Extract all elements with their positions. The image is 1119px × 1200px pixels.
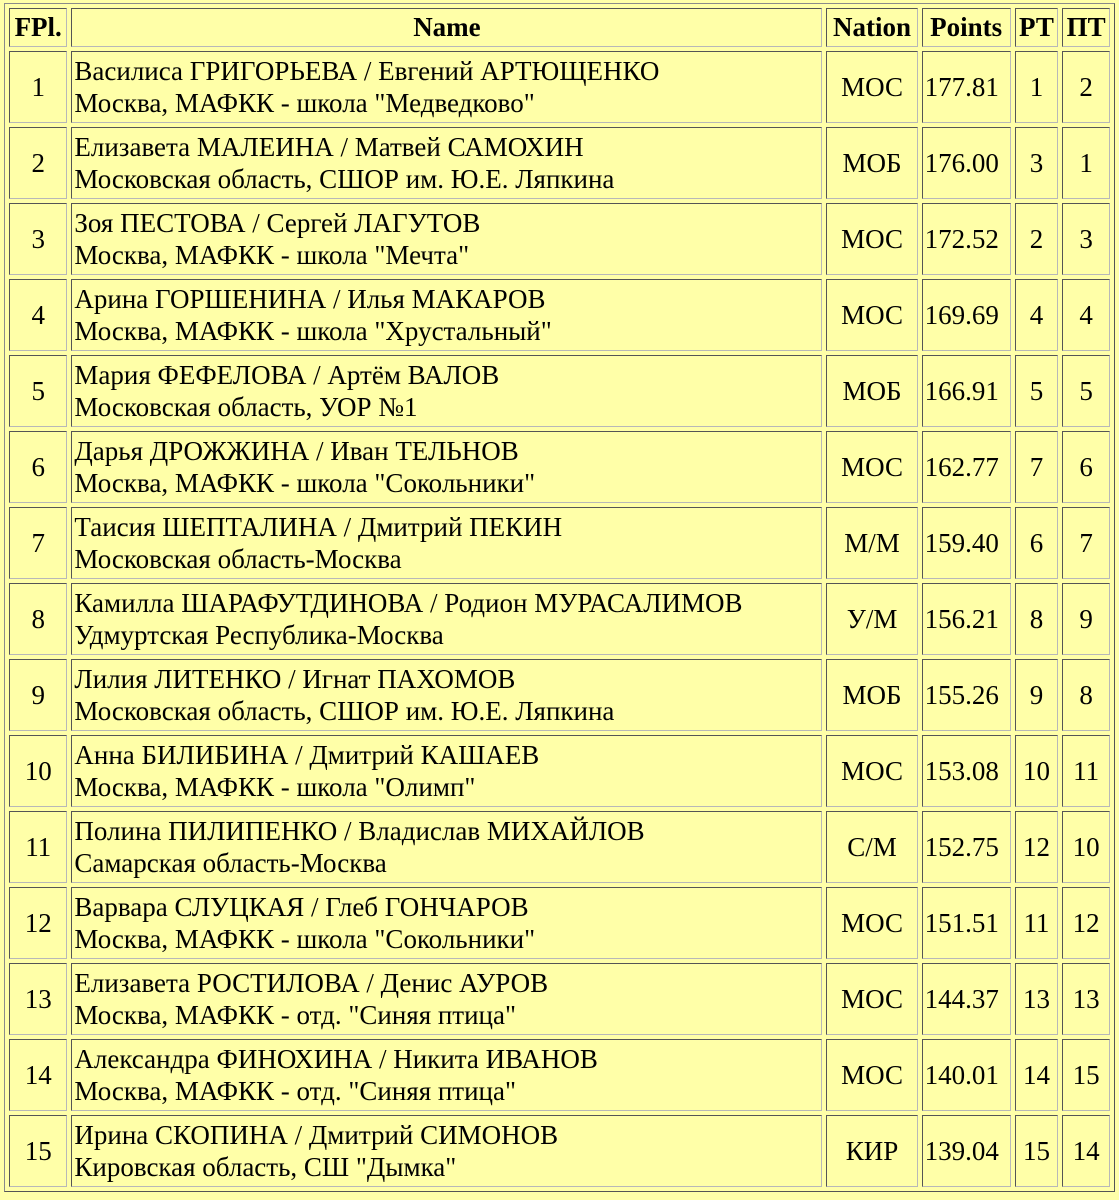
cell-points: 151.51 [922,887,1011,959]
cell-pt: 4 [1062,279,1110,351]
cell-fpl: 1 [9,51,67,123]
header-name: Name [71,8,822,47]
cell-nation: М/М [826,507,917,579]
cell-name [71,963,822,1035]
club-name: Московская область-Москва [74,544,402,574]
cell-name [71,507,822,579]
cell-nation: МОС [826,887,917,959]
cell-pt: 5 [1062,355,1110,427]
cell-pt: 14 [1062,1115,1110,1187]
cell-nation: МОБ [826,659,917,731]
cell-points: 156.21 [922,583,1011,655]
table-row [9,203,1110,275]
table-row [9,735,1110,807]
cell-pt: 10 [1062,811,1110,883]
cell-points: 176.00 [922,127,1011,199]
cell-rt: 5 [1015,355,1059,427]
club-name: Москва, МАФКК - школа "Сокольники" [74,468,536,498]
cell-nation: МОС [826,963,917,1035]
club-name: Московская область, СШОР им. Ю.Е. Ляпкина [74,164,615,194]
cell-fpl: 14 [9,1039,67,1111]
cell-rt: 15 [1015,1115,1059,1187]
cell-pt: 15 [1062,1039,1110,1111]
cell-rt: 9 [1015,659,1059,731]
cell-pt: 8 [1062,659,1110,731]
cell-points: 144.37 [922,963,1011,1035]
pair-names: Арина ГОРШЕНИНА / Илья МАКАРОВ [74,284,546,314]
pair-names: Дарья ДРОЖЖИНА / Иван ТЕЛЬНОВ [74,436,519,466]
cell-rt: 10 [1015,735,1059,807]
cell-points: 162.77 [922,431,1011,503]
cell-name [71,583,822,655]
cell-rt: 2 [1015,203,1059,275]
table-row [9,1039,1110,1111]
club-name: Кировская область, СШ "Дымка" [74,1152,457,1182]
club-name: Москва, МАФКК - школа "Олимп" [74,772,476,802]
table-row [9,51,1110,123]
cell-pt: 7 [1062,507,1110,579]
cell-points: 166.91 [922,355,1011,427]
cell-fpl: 9 [9,659,67,731]
cell-nation: МОС [826,431,917,503]
cell-name [71,355,822,427]
cell-rt: 11 [1015,887,1059,959]
cell-name [71,431,822,503]
results-table-header [9,8,1110,47]
pair-names: Таисия ШЕПТАЛИНА / Дмитрий ПЕКИН [74,512,563,542]
cell-name [71,279,822,351]
cell-name [71,811,822,883]
cell-nation: С/М [826,811,917,883]
cell-fpl: 5 [9,355,67,427]
header-points: Points [922,8,1011,47]
cell-rt: 8 [1015,583,1059,655]
club-name: Московская область, УОР №1 [74,392,418,422]
cell-nation: МОС [826,51,917,123]
cell-nation: МОС [826,203,917,275]
cell-nation: МОБ [826,355,917,427]
cell-fpl: 3 [9,203,67,275]
cell-nation: У/М [826,583,917,655]
cell-rt: 6 [1015,507,1059,579]
club-name: Московская область, СШОР им. Ю.Е. Ляпкина [74,696,615,726]
results-table [4,3,1115,1192]
cell-rt: 13 [1015,963,1059,1035]
cell-name [71,1039,822,1111]
pair-names: Ирина СКОПИНА / Дмитрий СИМОНОВ [74,1120,559,1150]
pair-names: Александра ФИНОХИНА / Никита ИВАНОВ [74,1044,598,1074]
cell-fpl: 11 [9,811,67,883]
cell-name [71,127,822,199]
pair-names: Полина ПИЛИПЕНКО / Владислав МИХАЙЛОВ [74,816,645,846]
table-row [9,811,1110,883]
club-name: Москва, МАФКК - школа "Хрустальный" [74,316,552,346]
pair-names: Елизавета РОСТИЛОВА / Денис АУРОВ [74,968,549,998]
cell-fpl: 2 [9,127,67,199]
cell-name [71,735,822,807]
club-name: Москва, МАФКК - отд. "Синяя птица" [74,1076,517,1106]
cell-points: 172.52 [922,203,1011,275]
cell-nation: МОС [826,735,917,807]
cell-name [71,659,822,731]
cell-nation: МОБ [826,127,917,199]
cell-points: 140.01 [922,1039,1011,1111]
pair-names: Мария ФЕФЕЛОВА / Артём ВАЛОВ [74,360,500,390]
cell-rt: 12 [1015,811,1059,883]
cell-points: 139.04 [922,1115,1011,1187]
table-row [9,355,1110,427]
pair-names: Камилла ШАРАФУТДИНОВА / Родион МУРАСАЛИМОВ [74,588,743,618]
cell-pt: 1 [1062,127,1110,199]
cell-rt: 1 [1015,51,1059,123]
cell-pt: 11 [1062,735,1110,807]
cell-fpl: 10 [9,735,67,807]
table-row [9,431,1110,503]
pair-names: Василиса ГРИГОРЬЕВА / Евгений АРТЮЩЕНКО [74,56,660,86]
table-row [9,1115,1110,1187]
cell-points: 153.08 [922,735,1011,807]
cell-fpl: 12 [9,887,67,959]
cell-fpl: 13 [9,963,67,1035]
table-row [9,583,1110,655]
header-nation: Nation [826,8,917,47]
cell-nation: КИР [826,1115,917,1187]
club-name: Самарская область-Москва [74,848,387,878]
cell-fpl: 15 [9,1115,67,1187]
cell-nation: МОС [826,279,917,351]
header-rt: РТ [1015,8,1059,47]
cell-points: 155.26 [922,659,1011,731]
pair-names: Варвара СЛУЦКАЯ / Глеб ГОНЧАРОВ [74,892,529,922]
cell-points: 177.81 [922,51,1011,123]
cell-fpl: 7 [9,507,67,579]
cell-fpl: 6 [9,431,67,503]
pair-names: Анна БИЛИБИНА / Дмитрий КАШАЕВ [74,740,540,770]
club-name: Удмуртская Республика-Москва [74,620,444,650]
cell-nation: МОС [826,1039,917,1111]
cell-name [71,203,822,275]
table-row [9,127,1110,199]
cell-pt: 3 [1062,203,1110,275]
club-name: Москва, МАФКК - отд. "Синяя птица" [74,1000,517,1030]
club-name: Москва, МАФКК - школа "Мечта" [74,240,470,270]
club-name: Москва, МАФКК - школа "Медведково" [74,88,535,118]
table-row [9,659,1110,731]
header-pt: ПТ [1062,8,1110,47]
cell-rt: 4 [1015,279,1059,351]
header-row [9,8,1110,47]
cell-points: 152.75 [922,811,1011,883]
pair-names: Зоя ПЕСТОВА / Сергей ЛАГУТОВ [74,208,481,238]
pair-names: Елизавета МАЛЕИНА / Матвей САМОХИН [74,132,584,162]
cell-points: 169.69 [922,279,1011,351]
cell-points: 159.40 [922,507,1011,579]
club-name: Москва, МАФКК - школа "Сокольники" [74,924,536,954]
cell-pt: 12 [1062,887,1110,959]
cell-pt: 13 [1062,963,1110,1035]
results-table-body [9,51,1110,1187]
cell-name [71,1115,822,1187]
table-row [9,279,1110,351]
cell-rt: 7 [1015,431,1059,503]
cell-pt: 6 [1062,431,1110,503]
table-row [9,507,1110,579]
cell-fpl: 4 [9,279,67,351]
header-fpl: FPl. [9,8,67,47]
table-row [9,963,1110,1035]
cell-fpl: 8 [9,583,67,655]
table-row [9,887,1110,959]
cell-rt: 14 [1015,1039,1059,1111]
cell-name [71,51,822,123]
cell-rt: 3 [1015,127,1059,199]
cell-pt: 2 [1062,51,1110,123]
cell-name [71,887,822,959]
pair-names: Лилия ЛИТЕНКО / Игнат ПАХОМОВ [74,664,516,694]
cell-pt: 9 [1062,583,1110,655]
